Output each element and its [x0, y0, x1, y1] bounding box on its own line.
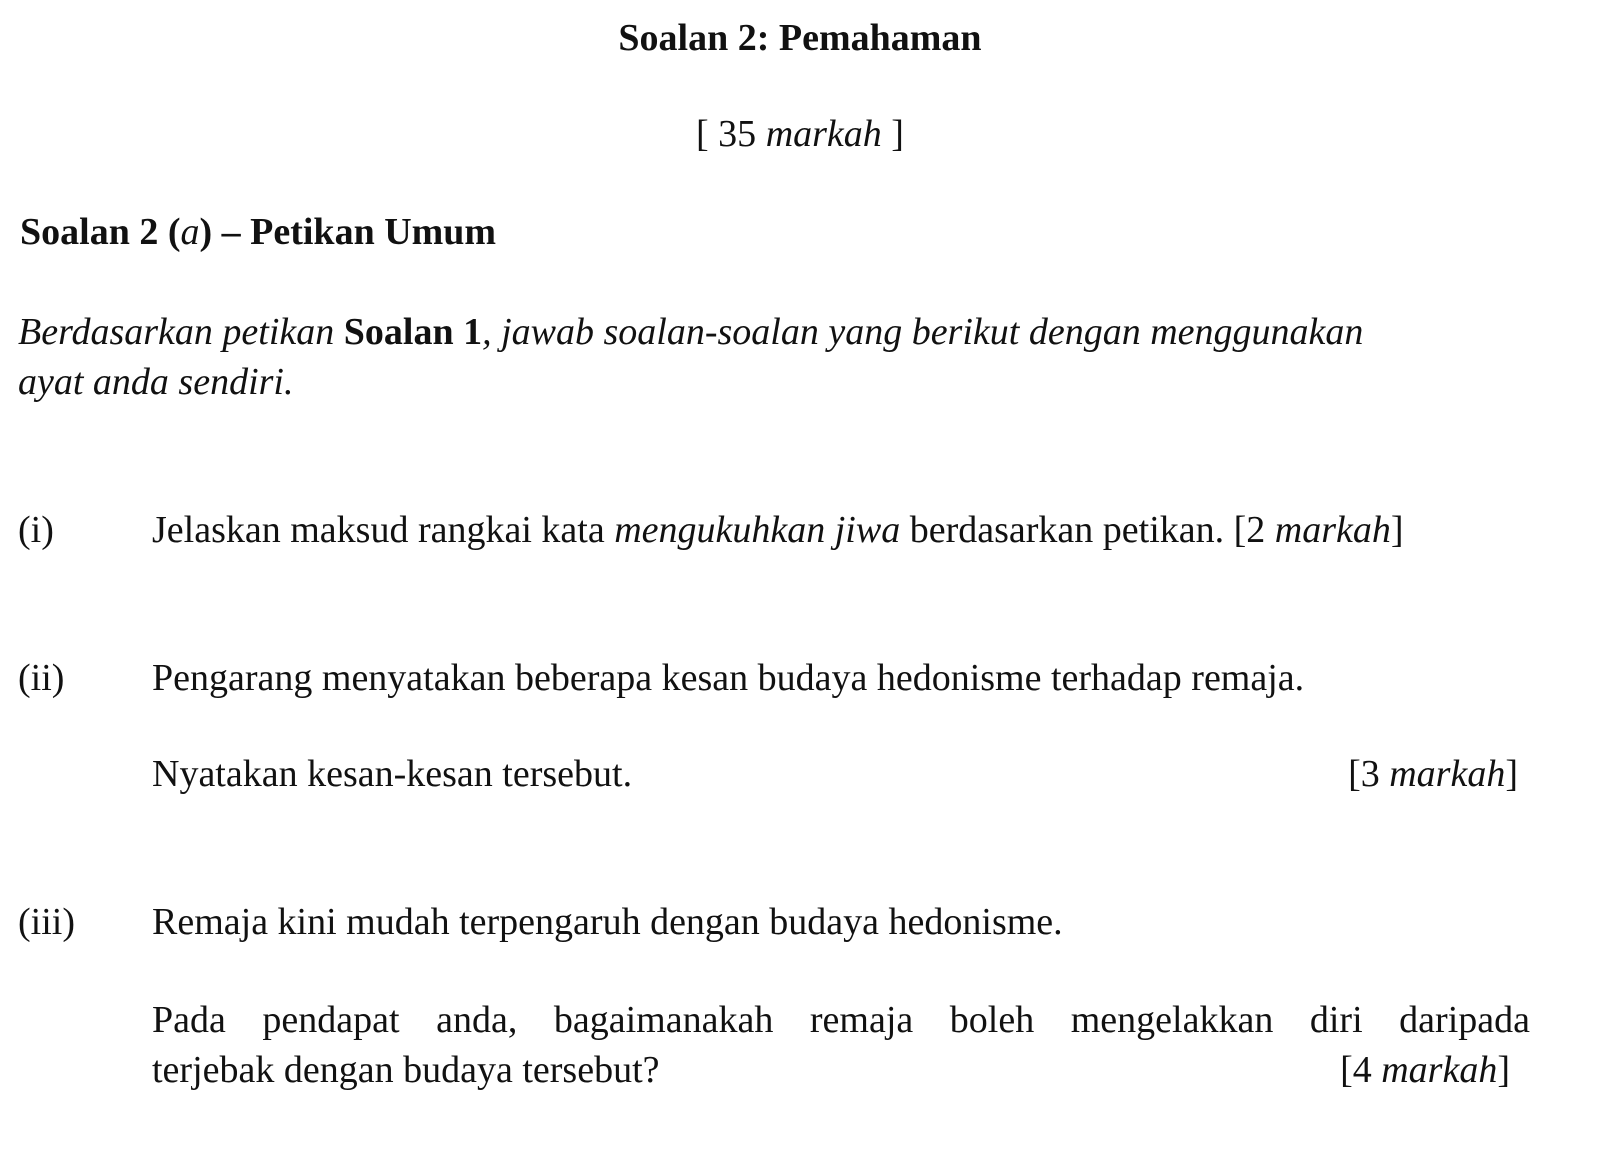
question-3-marks [1200, 1048, 1510, 1092]
total-marks-close: ] [881, 113, 904, 155]
question-3-marks-close: ] [1497, 1049, 1510, 1091]
question-text-1 [152, 508, 1404, 552]
question-1-marks-close: ] [1390, 509, 1404, 551]
question-1-text-c: berdasarkan petikan. [2 [900, 509, 1275, 551]
question-2-line-2: Nyatakan kesan-kesan tersebut. [152, 753, 633, 795]
total-marks [0, 112, 1600, 156]
question-3-line-3: terjebak dengan budaya tersebut? [152, 1049, 660, 1091]
section-heading-suffix: ) – Petikan Umum [199, 211, 497, 253]
question-1-phrase: mengukuhkan jiwa [614, 509, 901, 551]
question-3-line-1: Remaja kini mudah terpengaruh dengan budaya hedonisme. [152, 901, 1063, 943]
instruction-part-3: , jawab soalan-soalan yang berikut dengan menggunakan [482, 311, 1364, 353]
question-2-line-1: Pengarang menyatakan beberapa kesan budaya hedonisme terhadap remaja. [152, 657, 1305, 699]
question-number-2: (ii) [18, 657, 65, 699]
question-3-marks-open: [4 [1340, 1049, 1382, 1091]
question-2-marks-word: markah [1389, 753, 1506, 795]
instruction-line-2: ayat anda sendiri. [18, 361, 294, 403]
total-marks-word: markah [765, 113, 882, 155]
section-heading-letter: a [180, 211, 200, 253]
question-3-line-2: Pada pendapat anda, bagaimanakah remaja boleh mengelakkan diri daripada [152, 999, 1530, 1041]
question-1-text-a: Jelaskan maksud rangkai kata [152, 509, 615, 551]
question-2-marks-open: [3 [1348, 753, 1390, 795]
section-heading [20, 210, 496, 254]
title-text: Soalan 2: Pemahaman [618, 17, 982, 59]
question-3-marks-word: markah [1381, 1049, 1498, 1091]
instruction-line-1 [18, 310, 1530, 354]
section-heading-prefix: Soalan 2 ( [20, 211, 181, 253]
instruction-part-2: Soalan 1 [343, 311, 483, 353]
page-title [0, 16, 1600, 60]
total-marks-open: [ 35 [696, 113, 766, 155]
question-2-marks-close: ] [1505, 753, 1518, 795]
question-number-1: (i) [18, 509, 54, 551]
instruction-part-1: Berdasarkan petikan [18, 311, 344, 353]
question-number-3: (iii) [18, 901, 75, 943]
question-1-marks-word: markah [1274, 509, 1391, 551]
question-2-marks [1200, 752, 1518, 796]
